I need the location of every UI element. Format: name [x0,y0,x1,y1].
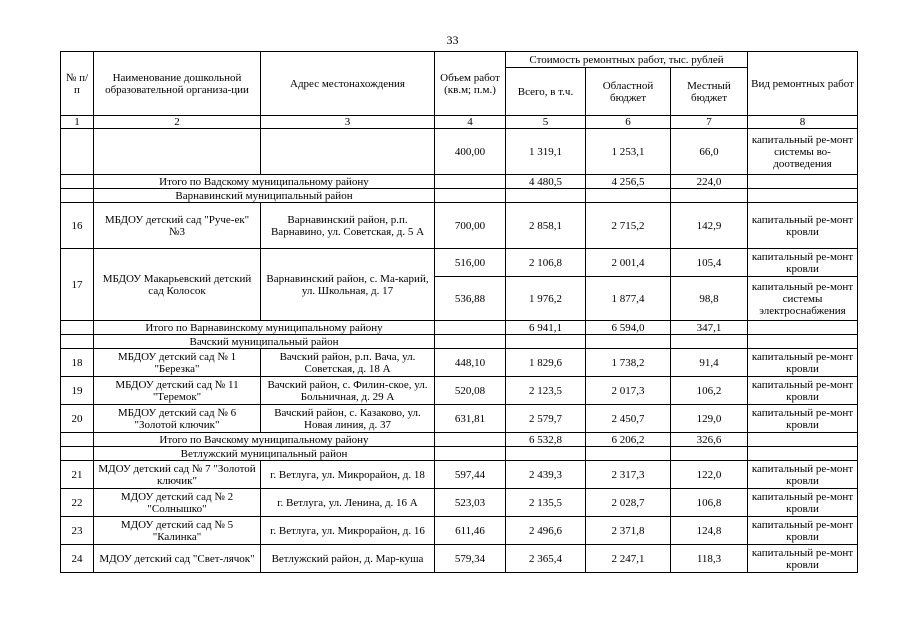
cell-total: 6 941,1 [506,321,586,335]
cell-total: 1 976,2 [506,277,586,321]
cell-num: 22 [61,489,94,517]
cell-num: 24 [61,545,94,573]
cell-work-type: капитальный ре-монт кровли [748,203,858,249]
cell-total: 1 829,6 [506,349,586,377]
cell-work-type: капитальный ре-монт кровли [748,377,858,405]
header-cost-group: Стоимость ремонтных работ, тыс. рублей [506,52,748,68]
cell-org-name: МБДОУ детский сад № 6 "Золотой ключик" [94,405,261,433]
cell-local: 66,0 [671,129,748,175]
cell-address: Ветлужский район, д. Мар-куша [261,545,435,573]
cell-num: 20 [61,405,94,433]
district-header-row [61,447,858,461]
cell-address: Вачский район, с. Казаково, ул. Новая линия, д. 37 [261,405,435,433]
cell-regional: 2 371,8 [586,517,671,545]
cell-address: г. Ветлуга, ул. Ленина, д. 16 А [261,489,435,517]
cell-regional: 1 253,1 [586,129,671,175]
cell-regional: 4 256,5 [586,175,671,189]
cell-regional: 2 028,7 [586,489,671,517]
cell-local: 91,4 [671,349,748,377]
cell-org-name: МДОУ детский сад № 7 "Золотой ключик" [94,461,261,489]
header-total: Всего, в т.ч. [506,68,586,116]
cell-num: 21 [61,461,94,489]
cell-address: Вачский район, с. Филин-ское, ул. Больничная, д. 29 А [261,377,435,405]
district-name: Варнавинский муниципальный район [94,189,435,203]
cell-org-name: МБДОУ детский сад "Руче-ек" №3 [94,203,261,249]
cell-num: 18 [61,349,94,377]
table-row [61,545,858,573]
column-index: 7 [671,116,748,129]
table-row [61,377,858,405]
district-total-label: Итого по Варнавинскому муниципальному району [94,321,435,335]
cell-org-name: МДОУ детский сад № 5 "Калинка" [94,517,261,545]
table-row [61,517,858,545]
cell-volume: 516,00 [435,249,506,277]
cell-total: 4 480,5 [506,175,586,189]
cell-work-type: капитальный ре-монт кровли [748,545,858,573]
cell-num [61,129,94,175]
table-row [61,129,858,175]
cell-regional: 1 738,2 [586,349,671,377]
cell-local: 129,0 [671,405,748,433]
cell-local: 326,6 [671,433,748,447]
cell-org-name: МБДОУ детский сад № 1 "Березка" [94,349,261,377]
district-total-label: Итого по Вадскому муниципальному району [94,175,435,189]
cell-local: 124,8 [671,517,748,545]
cell-num: 16 [61,203,94,249]
cell-work-type: капитальный ре-монт кровли [748,349,858,377]
column-index: 2 [94,116,261,129]
cell-total: 2 579,7 [506,405,586,433]
cell-local: 122,0 [671,461,748,489]
cell-regional: 2 450,7 [586,405,671,433]
cell-address: г. Ветлуга, ул. Микрорайон, д. 18 [261,461,435,489]
cell-total: 2 135,5 [506,489,586,517]
column-index: 1 [61,116,94,129]
column-index: 6 [586,116,671,129]
cell-total: 2 858,1 [506,203,586,249]
cell-work-type: капитальный ре-монт системы во-доотведения [748,129,858,175]
cell-address: Варнавинский район, р.п. Варнавино, ул. Советская, д. 5 А [261,203,435,249]
cell-local: 118,3 [671,545,748,573]
cell-org-name: МБДОУ детский сад № 11 "Теремок" [94,377,261,405]
cell-volume: 597,44 [435,461,506,489]
cell-work-type: капитальный ре-монт кровли [748,489,858,517]
cell-total: 2 106,8 [506,249,586,277]
column-index: 3 [261,116,435,129]
cell-volume: 400,00 [435,129,506,175]
header-work-type: Вид ремонтных работ [748,52,858,116]
cell-num: 19 [61,377,94,405]
cell-org-name [94,129,261,175]
cell-address: г. Ветлуга, ул. Микрорайон, д. 16 [261,517,435,545]
table-row [61,461,858,489]
district-name: Вачский муниципальный район [94,335,435,349]
header-org-name: Наименование дошкольной образовательной организа-ции [94,52,261,116]
district-header-row [61,189,858,203]
page-number: 33 [446,33,459,47]
cell-org-name: МДОУ детский сад "Свет-лячок" [94,545,261,573]
cell-total: 1 319,1 [506,129,586,175]
cell-volume: 700,00 [435,203,506,249]
table-row [61,249,858,277]
table-row [61,203,858,249]
cell-regional: 2 715,2 [586,203,671,249]
cell-num: 23 [61,517,94,545]
column-index: 4 [435,116,506,129]
cell-volume: 523,03 [435,489,506,517]
cell-org-name: МБДОУ Макарьевский детский сад Колосок [94,249,261,321]
cell-total: 2 123,5 [506,377,586,405]
table-header-row [61,52,858,68]
cell-org-name: МДОУ детский сад № 2 "Солнышко" [94,489,261,517]
district-total-row [61,175,858,189]
column-index-row [61,116,858,129]
district-name: Ветлужский муниципальный район [94,447,435,461]
cell-work-type: капитальный ре-монт кровли [748,405,858,433]
cell-local: 142,9 [671,203,748,249]
cell-work-type: капитальный ре-монт кровли [748,249,858,277]
cell-regional: 2 317,3 [586,461,671,489]
cell-work-type: капитальный ре-монт кровли [748,461,858,489]
cell-total: 2 439,3 [506,461,586,489]
header-num: № п/п [61,52,94,116]
cell-address: Вачский район, р.п. Вача, ул. Советская, д. 18 А [261,349,435,377]
column-index: 8 [748,116,858,129]
cell-regional: 2 017,3 [586,377,671,405]
cell-regional: 1 877,4 [586,277,671,321]
cell-regional: 2 001,4 [586,249,671,277]
table-row [61,405,858,433]
repair-works-table [60,51,858,573]
cell-total: 6 532,8 [506,433,586,447]
cell-volume: 448,10 [435,349,506,377]
cell-local: 98,8 [671,277,748,321]
cell-regional: 6 206,2 [586,433,671,447]
header-volume: Объем работ (кв.м; п.м.) [435,52,506,116]
column-index: 5 [506,116,586,129]
cell-volume: 611,46 [435,517,506,545]
cell-regional: 6 594,0 [586,321,671,335]
cell-volume: 579,34 [435,545,506,573]
cell-address [261,129,435,175]
cell-work-type: капитальный ре-монт кровли [748,517,858,545]
district-total-row [61,321,858,335]
cell-volume: 631,81 [435,405,506,433]
district-total-label: Итого по Вачскому муниципальному району [94,433,435,447]
cell-local: 105,4 [671,249,748,277]
cell-total: 2 365,4 [506,545,586,573]
cell-regional: 2 247,1 [586,545,671,573]
cell-address: Варнавинский район, с. Ма-карий, ул. Школьная, д. 17 [261,249,435,321]
table-row [61,349,858,377]
cell-local: 347,1 [671,321,748,335]
cell-local: 224,0 [671,175,748,189]
district-total-row [61,433,858,447]
cell-total: 2 496,6 [506,517,586,545]
district-header-row [61,335,858,349]
cell-local: 106,2 [671,377,748,405]
header-regional: Областной бюджет [586,68,671,116]
cell-volume: 536,88 [435,277,506,321]
cell-num: 17 [61,249,94,321]
header-local: Местный бюджет [671,68,748,116]
cell-local: 106,8 [671,489,748,517]
cell-volume: 520,08 [435,377,506,405]
cell-work-type: капитальный ре-монт системы электроснабжения [748,277,858,321]
table-row [61,489,858,517]
header-address: Адрес местонахождения [261,52,435,116]
